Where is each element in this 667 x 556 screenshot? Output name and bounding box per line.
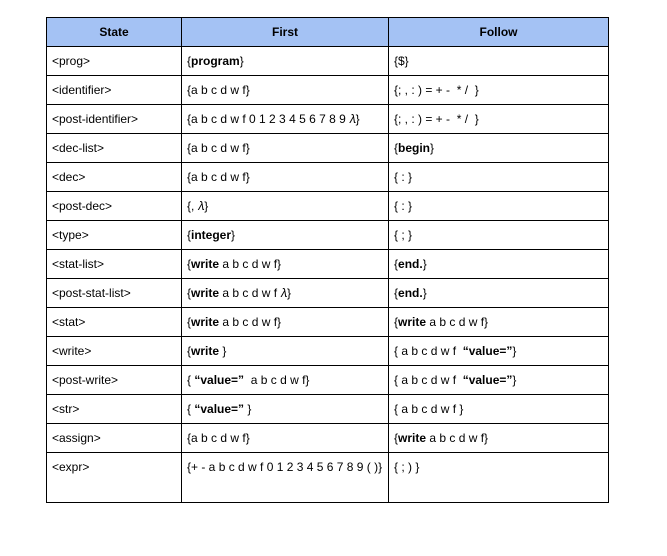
keyword-text: end.	[398, 286, 423, 300]
table-row	[47, 308, 609, 337]
header-state: State	[47, 18, 182, 47]
first-set-cell	[182, 192, 389, 221]
state-cell: <dec>	[47, 163, 182, 192]
set-text: {	[394, 257, 399, 271]
first-set-cell	[182, 366, 389, 395]
table-row	[47, 163, 609, 192]
first-set-cell	[182, 453, 389, 503]
set-text: }	[512, 373, 517, 387]
set-text: {	[187, 257, 192, 271]
set-text: {a b c d w f}	[187, 141, 250, 155]
set-text: { : }	[394, 170, 413, 184]
table-row	[47, 76, 609, 105]
set-text: a b c d w f}	[426, 315, 489, 329]
state-cell: <identifier>	[47, 76, 182, 105]
state-cell: <dec-list>	[47, 134, 182, 163]
first-set-cell	[182, 424, 389, 453]
follow-set-cell	[389, 76, 609, 105]
state-cell: <post-dec>	[47, 192, 182, 221]
first-set-cell	[182, 395, 389, 424]
set-text: {; , : ) = + - * / }	[394, 112, 479, 126]
set-text: {a b c d w f}	[187, 170, 250, 184]
state-cell: <post-stat-list>	[47, 279, 182, 308]
set-text: {a b c d w f 0 1 2 3 4 5 6 7 8 9 𝜆}	[187, 111, 360, 126]
set-text: {, 𝜆}	[187, 198, 209, 213]
keyword-text: “value=”	[462, 373, 513, 387]
follow-set-cell	[389, 453, 609, 503]
table-row	[47, 192, 609, 221]
set-text: a b c d w f}	[244, 373, 310, 387]
set-text: {$}	[394, 54, 409, 68]
state-cell: <write>	[47, 337, 182, 366]
keyword-text: write	[191, 344, 220, 358]
set-text: }	[231, 228, 236, 242]
set-text: }	[244, 402, 252, 416]
table-row	[47, 279, 609, 308]
keyword-text: write	[398, 431, 427, 445]
first-follow-table	[46, 17, 609, 503]
keyword-text: end.	[398, 257, 423, 271]
set-text: }	[430, 141, 435, 155]
table-row	[47, 250, 609, 279]
follow-set-cell	[389, 424, 609, 453]
set-text: }	[422, 257, 427, 271]
state-cell: <assign>	[47, 424, 182, 453]
set-text: {	[187, 285, 192, 300]
first-set-cell	[182, 163, 389, 192]
set-text: {	[187, 315, 192, 329]
follow-set-cell	[389, 337, 609, 366]
follow-set-cell	[389, 250, 609, 279]
table-row	[47, 395, 609, 424]
table-row	[47, 424, 609, 453]
table-row	[47, 105, 609, 134]
set-text: {	[394, 431, 399, 445]
follow-set-cell	[389, 221, 609, 250]
set-text: {	[187, 402, 195, 416]
set-text: {a b c d w f}	[187, 431, 250, 445]
set-text: }	[219, 344, 227, 358]
keyword-text: integer	[191, 228, 232, 242]
set-text: {	[394, 315, 399, 329]
follow-set-cell	[389, 47, 609, 76]
set-text: { a b c d w f	[394, 373, 463, 387]
first-set-cell	[182, 47, 389, 76]
set-text: {	[187, 228, 192, 242]
first-set-cell	[182, 337, 389, 366]
table-row	[47, 366, 609, 395]
first-set-cell	[182, 250, 389, 279]
follow-set-cell	[389, 279, 609, 308]
state-cell: <post-write>	[47, 366, 182, 395]
keyword-text: begin	[398, 141, 431, 155]
keyword-text: write	[398, 315, 427, 329]
keyword-text: write	[191, 257, 220, 271]
set-text: a b c d w f}	[219, 315, 282, 329]
set-text: a b c d w f 𝜆}	[219, 285, 291, 300]
set-text: {	[187, 344, 192, 358]
state-cell: <str>	[47, 395, 182, 424]
set-text: { a b c d w f	[394, 344, 463, 358]
set-text: a b c d w f}	[426, 431, 489, 445]
state-cell: <post-identifier>	[47, 105, 182, 134]
set-text: {+ - a b c d w f 0 1 2 3 4 5 6 7 8 9 ( )}	[187, 460, 383, 474]
table-header	[47, 18, 609, 47]
set-text: }	[422, 286, 427, 300]
state-cell: <stat>	[47, 308, 182, 337]
table-row	[47, 337, 609, 366]
first-set-cell	[182, 76, 389, 105]
set-text: {	[394, 141, 399, 155]
set-text: {	[187, 54, 192, 68]
set-text: {a b c d w f}	[187, 83, 250, 97]
set-text: a b c d w f}	[219, 257, 282, 271]
keyword-text: write	[191, 285, 220, 300]
set-text: {; , : ) = + - * / }	[394, 83, 479, 97]
follow-set-cell	[389, 308, 609, 337]
first-set-cell	[182, 279, 389, 308]
keyword-text: program	[191, 54, 240, 68]
set-text: }	[239, 54, 244, 68]
first-set-cell	[182, 105, 389, 134]
table-row	[47, 221, 609, 250]
follow-set-cell	[389, 395, 609, 424]
table-body	[47, 47, 609, 503]
set-text: { ; }	[394, 228, 413, 242]
set-text: }	[512, 344, 517, 358]
follow-set-cell	[389, 134, 609, 163]
header-first: First	[182, 18, 389, 47]
table-row	[47, 47, 609, 76]
table-row	[47, 453, 609, 503]
keyword-text: “value=”	[462, 344, 513, 358]
follow-set-cell	[389, 192, 609, 221]
first-set-cell	[182, 221, 389, 250]
follow-set-cell	[389, 366, 609, 395]
header-follow: Follow	[389, 18, 609, 47]
set-text: { : }	[394, 199, 413, 213]
set-text: {	[187, 373, 195, 387]
follow-set-cell	[389, 163, 609, 192]
header-row	[47, 18, 609, 47]
table-row	[47, 134, 609, 163]
set-text: { a b c d w f }	[394, 402, 464, 416]
first-set-cell	[182, 308, 389, 337]
state-cell: <prog>	[47, 47, 182, 76]
state-cell: <expr>	[47, 453, 182, 503]
first-set-cell	[182, 134, 389, 163]
keyword-text: “value=”	[194, 373, 245, 387]
keyword-text: write	[191, 315, 220, 329]
keyword-text: “value=”	[194, 402, 245, 416]
set-text: { ; ) }	[394, 460, 420, 474]
state-cell: <stat-list>	[47, 250, 182, 279]
follow-set-cell	[389, 105, 609, 134]
set-text: {	[394, 286, 399, 300]
state-cell: <type>	[47, 221, 182, 250]
